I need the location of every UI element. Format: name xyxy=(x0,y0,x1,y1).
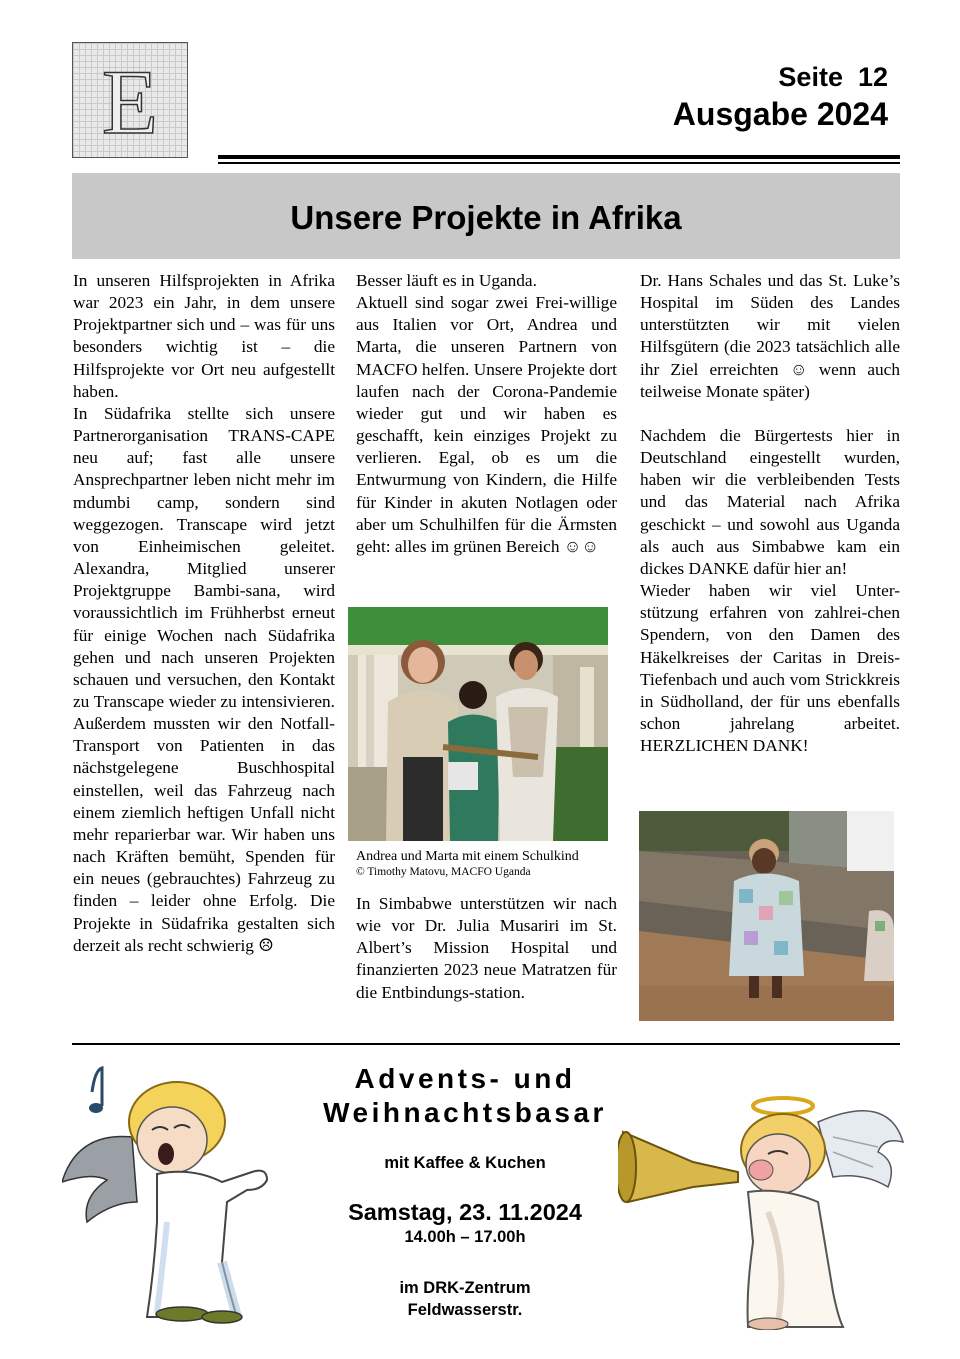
basar-subtitle: mit Kaffee & Kuchen xyxy=(384,1154,546,1172)
header-rule xyxy=(218,155,900,159)
singing-angel-icon xyxy=(62,1062,287,1324)
singing-angel-illustration xyxy=(62,1062,287,1324)
page-number: Seite 12 xyxy=(778,62,888,92)
trumpet-angel-icon xyxy=(618,1092,908,1330)
basar-street: Feldwasserstr. xyxy=(407,1301,523,1319)
paragraph-uganda: Aktuell sind sogar zwei Frei-willige aus Italien vor Ort, Andrea und Marta, die unseren Partnern von MACFO helfen. Unsere Projekte dort laufen nach der Corona-Pandemie wieder gut und wir haben es geschafft, kein einziges Projekt zu verlieren. Egal, ob es um die Entwurmung von Kindern, die Hilfe für Kinder in akuten Notlagen oder aber um Schulhilfen für die Ärmsten geht: alles im grünen Bereich ☺☺ xyxy=(356,293,617,556)
paragraph-dank: Wieder haben wir viel Unter-stützung erfahren von zahlrei-chen Spendern, von den Damen des Häkelkreises der Caritas in Dreis-Tiefenbach und auch vom Strickkreis in Südholland, der für uns ebenfalls schon jahrelang arbeitet. HERZLICHEN DANK! xyxy=(640,581,900,756)
paragraph-gap xyxy=(640,403,900,425)
paragraph-uganda-lead: Besser läuft es in Uganda. xyxy=(356,271,537,290)
basar-time: 14.00h – 17.00h xyxy=(404,1228,526,1246)
basar-title-line-2: Weihnachtsbasar xyxy=(323,1097,607,1128)
basar-date: Samstag, 23. 11.2024 xyxy=(348,1199,582,1225)
basar-title-line-1: Advents- und xyxy=(354,1063,576,1094)
article-title-bar xyxy=(72,173,900,259)
article-title: Unsere Projekte in Afrika xyxy=(290,199,682,236)
photo-child-illustration xyxy=(639,811,894,1021)
photo-child-blanket xyxy=(639,811,894,1021)
paragraph-suedafrika: In Südafrika stellte sich unsere Partnerorganisation TRANS-CAPE neu auf; fast alle unsere Ansprechpartner leben nicht mehr im mdumbi camp, sondern sind weggezogen. Transcape wird jetzt von Einheimischen geleitet. Alexandra, Mitglied unserer Projektgruppe Bambi-sana, wird voraussichtlich im Frühherbst erneut für einige Wochen nach Südafrika gehen und nach unseren Projekten schauen und versuchen, den Kontakt zu Transcape wieder zu intensivieren. Außerdem mussten wir den Notfall-Transport von Patienten in das nächstgelegene Buschhospital einstellen, weil das Fahrzeug nach einem ziemlich heftigen Unfall nicht mehr reparierbar war. Wir haben uns nach Kräften bemüht, Spenden für ein neues (gebrauchtes) Fahrzeug zu finden – leider ohne Erfolg. Die Projekte in Südafrika gestalten sich derzeit als recht schwierig ☹ xyxy=(73,403,335,955)
paragraph-simbabwe: In Simbabwe unterstützen wir nach wie vor Dr. Julia Musariri im St. Albert’s Mission Hospital und finanzierten 2023 neue Matratzen für die Entbindungs-station. xyxy=(356,894,617,1002)
basar-announcement xyxy=(290,1062,640,1321)
basar-title xyxy=(290,1062,640,1130)
column-1 xyxy=(73,270,335,957)
header-rule-thin xyxy=(218,162,900,164)
paragraph-tests: Nachdem die Bürgertests hier in Deutschland eingestellt wurden, haben wir die verbleibenden Tests und das Material nach Afrika geschickt – und sowohl aus Uganda als auch aus Simbabwe kam ein dickes DANKE dafür hier an! xyxy=(640,425,900,578)
photo-caption xyxy=(356,849,626,879)
issue-label: Ausgabe 2024 xyxy=(672,96,888,132)
paragraph-intro: In unseren Hilfsprojekten in Afrika war 2023 ein Jahr, in dem unsere Projektpartner sich und – was für uns besonders wichtig ist – die Hilfsprojekte vor Ort neu aufgestellt haben. xyxy=(73,271,335,401)
logo-letter: E xyxy=(101,51,159,153)
photo-uganda xyxy=(348,607,608,841)
section-divider xyxy=(72,1043,900,1045)
photo-credit: © Timothy Matovu, MACFO Uganda xyxy=(356,866,531,878)
paragraph-st-lukes: Dr. Hans Schales und das St. Luke’s Hospital im Süden des Landes unterstützten wir mit vielen Hilfsgütern (die 2023 tatsächlich alle ihr Ziel erreichten ☺ wenn auch teilweise Monate später) xyxy=(640,271,900,401)
column-2-lower xyxy=(356,893,617,1004)
column-3 xyxy=(640,270,900,757)
column-2 xyxy=(356,270,617,558)
photo-caption-text: Andrea und Marta mit einem Schulkind xyxy=(356,849,579,864)
logo xyxy=(72,42,188,158)
basar-location: im DRK-Zentrum xyxy=(399,1279,531,1297)
photo-uganda-illustration xyxy=(348,607,608,841)
trumpet-angel-illustration xyxy=(618,1092,908,1330)
